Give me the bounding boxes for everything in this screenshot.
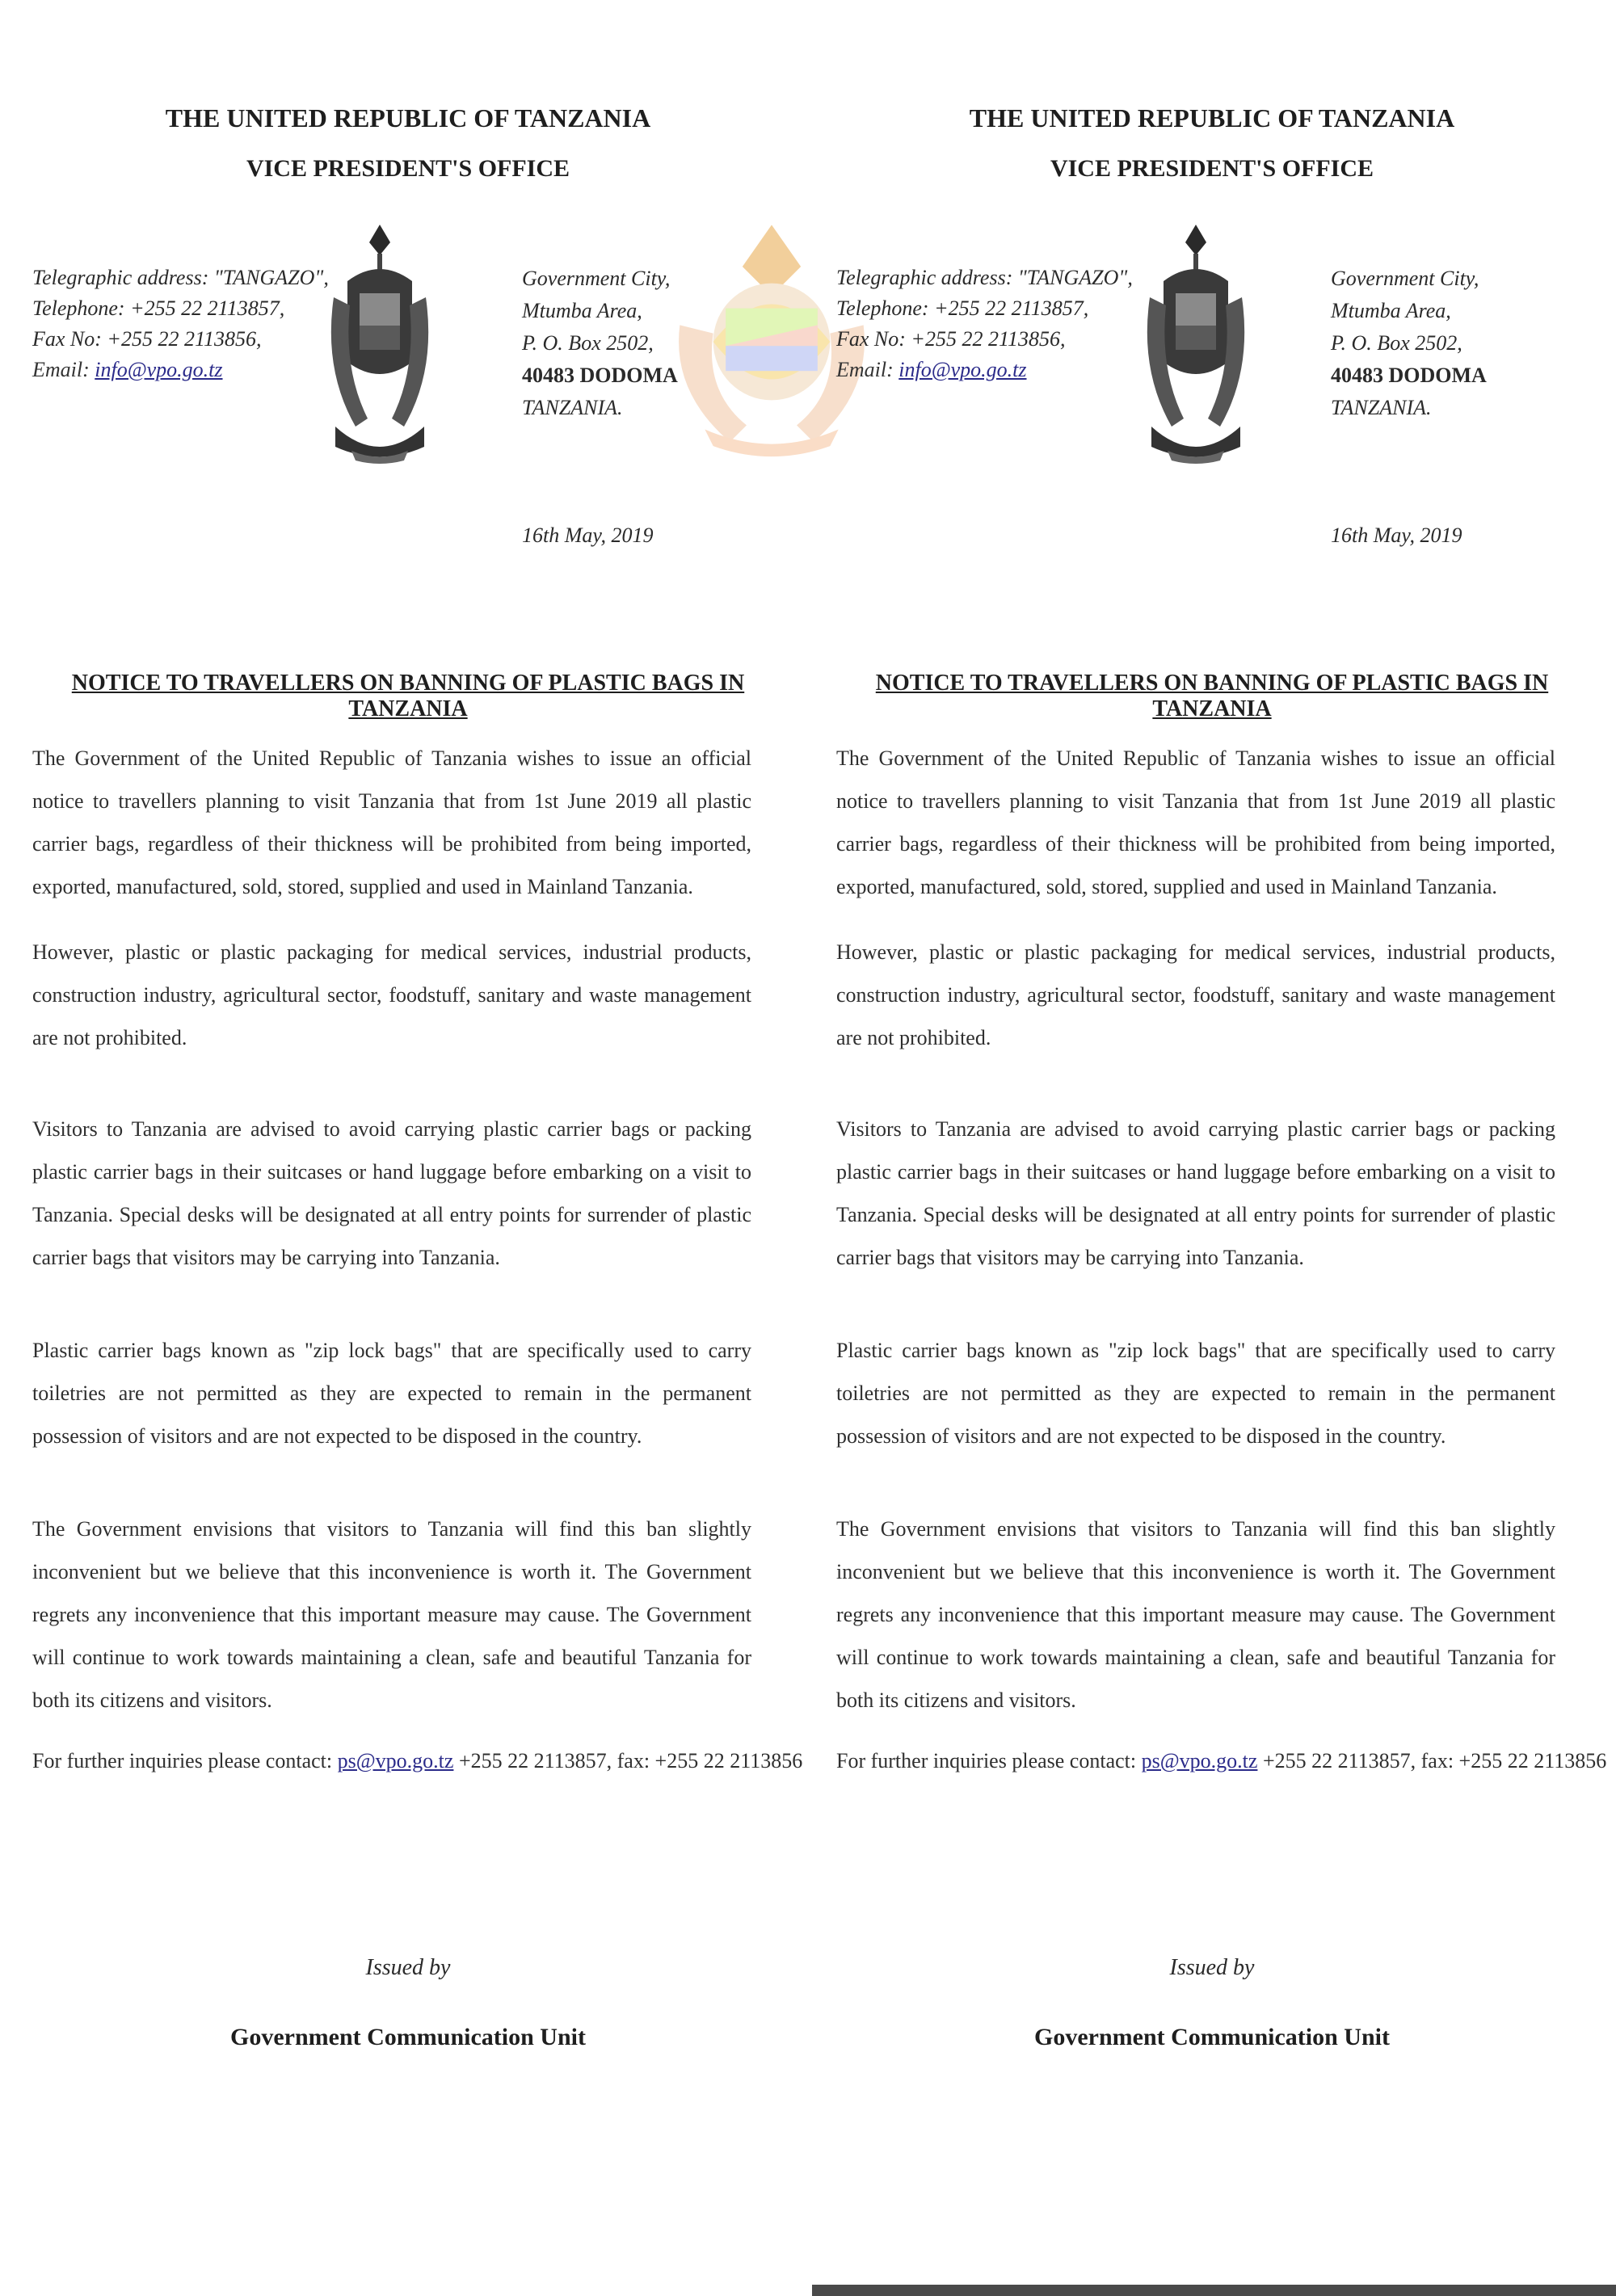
notice-body bbox=[32, 737, 803, 1782]
notice-title: NOTICE TO TRAVELLERS ON BANNING OF PLASTIC BAGS IN TANZANIA bbox=[71, 671, 745, 721]
email-line bbox=[32, 355, 329, 385]
contact-block bbox=[836, 263, 1133, 385]
address-line-3: P. O. Box 2502, bbox=[522, 331, 654, 355]
notice-right bbox=[836, 0, 1607, 2296]
email-label: Email: bbox=[32, 358, 90, 381]
inquiry-line bbox=[836, 1739, 1607, 1782]
paragraph-3: Visitors to Tanzania are advised to avoid carrying plastic carrier bags or packing plastic carrier bags in their suitcases or hand luggage before embarking on a visit to Tanzania. Special desks will be designated at all entry points for surrender of plastic carrier bags that visitors may be carrying into Tanzania. bbox=[836, 1117, 1555, 1269]
coat-of-arms-icon bbox=[319, 225, 440, 467]
paragraph-3: Visitors to Tanzania are advised to avoid carrying plastic carrier bags or packing plastic carrier bags in their suitcases or hand luggage before embarking on a visit to Tanzania. Special desks will be designated at all entry points for surrender of plastic carrier bags that visitors may be carrying into Tanzania. bbox=[32, 1117, 751, 1269]
inquiry-email-link[interactable]: ps@vpo.go.tz bbox=[1141, 1749, 1258, 1772]
fax: Fax No: +255 22 2113856, bbox=[32, 327, 262, 351]
email-label: Email: bbox=[836, 358, 894, 381]
address-line-2: Mtumba Area, bbox=[1331, 299, 1451, 322]
address-block bbox=[1331, 263, 1487, 424]
inquiry-phone: +255 22 2113857, fax: +255 22 2113856 bbox=[1262, 1749, 1607, 1772]
notice-title: NOTICE TO TRAVELLERS ON BANNING OF PLASTIC BAGS IN TANZANIA bbox=[875, 671, 1549, 721]
inquiry-phone: +255 22 2113857, fax: +255 22 2113856 bbox=[458, 1749, 803, 1772]
telephone: Telephone: +255 22 2113857, bbox=[836, 296, 1089, 320]
paragraph-5: The Government envisions that visitors to Tanzania will find this ban slightly inconvenient but we believe that this inconvenience is worth it. The Government regrets any inconvenience that this important measure may cause. The Government will continue to work towards maintaining a clean, safe and beautiful Tanzania for both its citizens and visitors. bbox=[836, 1517, 1555, 1712]
inquiry-line bbox=[32, 1739, 803, 1782]
address-line-4: 40483 DODOMA bbox=[1331, 364, 1487, 387]
notice-date: 16th May, 2019 bbox=[522, 524, 654, 547]
country-heading: THE UNITED REPUBLIC OF TANZANIA bbox=[969, 103, 1455, 132]
paragraph-5: The Government envisions that visitors to Tanzania will find this ban slightly inconvenient but we believe that this inconvenience is worth it. The Government regrets any inconvenience that this important measure may cause. The Government will continue to work towards maintaining a clean, safe and beautiful Tanzania for both its citizens and visitors. bbox=[32, 1517, 751, 1712]
paragraph-4: Plastic carrier bags known as "zip lock bags" that are specifically used to carry toiletries are not permitted as they are expected to remain in the permanent possession of visitors and are not expected to be disposed in the country. bbox=[836, 1339, 1555, 1448]
telegraphic-address: Telegraphic address: "TANGAZO", bbox=[836, 266, 1133, 289]
address-line-5: TANZANIA. bbox=[1331, 396, 1432, 419]
telegraphic-address: Telegraphic address: "TANGAZO", bbox=[32, 266, 329, 289]
notice-date: 16th May, 2019 bbox=[1331, 524, 1462, 547]
address-line-3: P. O. Box 2502, bbox=[1331, 331, 1462, 355]
address-line-1: Government City, bbox=[1331, 267, 1479, 290]
contact-block bbox=[32, 263, 329, 385]
paragraph-2: However, plastic or plastic packaging for medical services, industrial products, construction industry, agricultural sector, foodstuff, sanitary and waste management are not prohibited. bbox=[836, 940, 1555, 1049]
email-link[interactable]: info@vpo.go.tz bbox=[95, 358, 223, 381]
inquiry-label: For further inquiries please contact: bbox=[836, 1749, 1137, 1772]
address-line-4: 40483 DODOMA bbox=[522, 364, 678, 387]
address-block bbox=[522, 263, 678, 424]
paragraph-1: The Government of the United Republic of Tanzania wishes to issue an official notice to travellers planning to visit Tanzania that from 1st June 2019 all plastic carrier bags, regardless of their thickness will be prohibited from being imported, exported, manufactured, sold, stored, supplied and used in Mainland Tanzania. bbox=[32, 746, 751, 898]
email-link[interactable]: info@vpo.go.tz bbox=[898, 358, 1027, 381]
fax: Fax No: +255 22 2113856, bbox=[836, 327, 1066, 351]
telephone: Telephone: +255 22 2113857, bbox=[32, 296, 285, 320]
issuer-name: Government Communication Unit bbox=[230, 2024, 586, 2050]
email-line bbox=[836, 355, 1133, 385]
paragraph-4: Plastic carrier bags known as "zip lock bags" that are specifically used to carry toiletries are not permitted as they are expected to remain in the permanent possession of visitors and are not expected to be disposed in the country. bbox=[32, 1339, 751, 1448]
coat-of-arms-icon bbox=[1135, 225, 1256, 467]
office-heading: VICE PRESIDENT'S OFFICE bbox=[1050, 155, 1374, 182]
issued-by-label: Issued by bbox=[1169, 1955, 1255, 1980]
inquiry-email-link[interactable]: ps@vpo.go.tz bbox=[337, 1749, 454, 1772]
inquiry-label: For further inquiries please contact: bbox=[32, 1749, 333, 1772]
address-line-1: Government City, bbox=[522, 267, 671, 290]
issued-by-label: Issued by bbox=[365, 1955, 451, 1980]
country-heading: THE UNITED REPUBLIC OF TANZANIA bbox=[165, 103, 651, 132]
notice-body bbox=[836, 737, 1607, 1782]
address-line-2: Mtumba Area, bbox=[522, 299, 642, 322]
notice-left bbox=[32, 0, 803, 2296]
bottom-edge-strip bbox=[812, 2285, 1616, 2296]
paragraph-2: However, plastic or plastic packaging for medical services, industrial products, construction industry, agricultural sector, foodstuff, sanitary and waste management are not prohibited. bbox=[32, 940, 751, 1049]
paragraph-1: The Government of the United Republic of Tanzania wishes to issue an official notice to travellers planning to visit Tanzania that from 1st June 2019 all plastic carrier bags, regardless of their thickness will be prohibited from being imported, exported, manufactured, sold, stored, supplied and used in Mainland Tanzania. bbox=[836, 746, 1555, 898]
office-heading: VICE PRESIDENT'S OFFICE bbox=[246, 155, 570, 182]
issuer-name: Government Communication Unit bbox=[1034, 2024, 1390, 2050]
address-line-5: TANZANIA. bbox=[522, 396, 623, 419]
